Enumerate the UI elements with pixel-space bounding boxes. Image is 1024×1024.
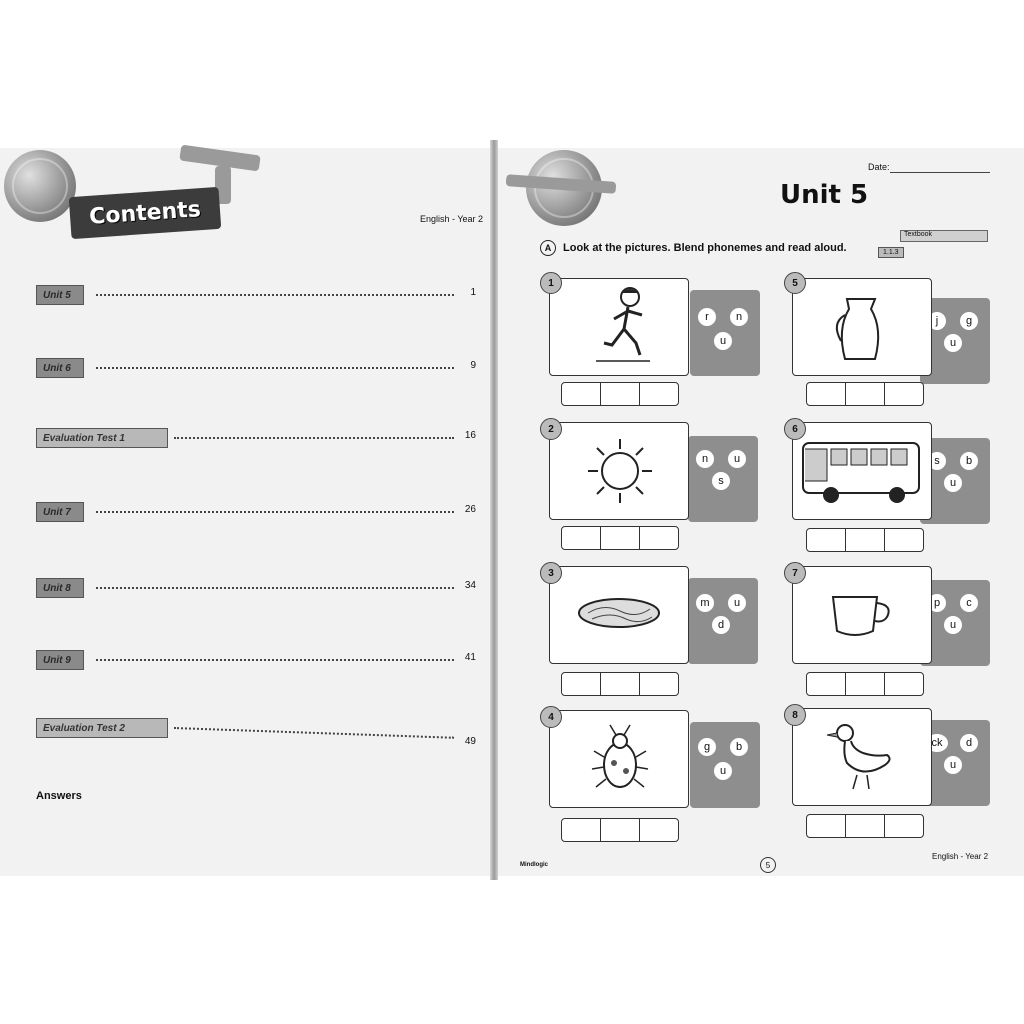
letter-bubble: d [712, 616, 730, 634]
exercise-number: 8 [784, 704, 806, 726]
toc-page-number: 41 [464, 652, 476, 663]
toc-label: Unit 6 [36, 358, 84, 378]
letter-bubble: m [696, 594, 714, 612]
toc-page-number: 49 [464, 736, 476, 747]
letter-bubble: b [960, 452, 978, 470]
toc-label: Unit 8 [36, 578, 84, 598]
answer-boxes[interactable] [561, 382, 679, 406]
picture-card [549, 566, 689, 664]
toc-row[interactable] [36, 428, 476, 448]
letter-bubble: c [960, 594, 978, 612]
globe-icon [4, 150, 76, 222]
toc-row[interactable] [36, 578, 476, 598]
answer-boxes[interactable] [806, 382, 924, 406]
textbook-tag: Textbook [900, 230, 988, 242]
toc-page-number: 34 [464, 580, 476, 591]
letter-bubble: u [714, 332, 732, 350]
letter-bubble: r [698, 308, 716, 326]
toc-leader [96, 294, 454, 296]
letter-bubble: u [944, 474, 962, 492]
letter-bubble: u [728, 594, 746, 612]
audio-track-tag: 1.1.3 [878, 247, 904, 258]
exercise-number: 2 [540, 418, 562, 440]
bug-icon [590, 721, 650, 797]
letter-bubble: b [730, 738, 748, 756]
jug-icon [829, 289, 889, 365]
toc-row[interactable] [36, 502, 476, 522]
toc-leader [96, 587, 454, 589]
picture-card [792, 708, 932, 806]
toc-page-number: 26 [464, 504, 476, 515]
letter-bubble: g [960, 312, 978, 330]
letter-bubble: u [944, 616, 962, 634]
publisher-logo: Mindlogic [520, 862, 548, 868]
letter-bubble: j [928, 312, 946, 330]
letter-panel [688, 436, 758, 522]
letter-panel [690, 722, 760, 808]
header-subject-label: English - Year 2 [420, 214, 484, 224]
letter-bubble: u [714, 762, 732, 780]
mud-icon [574, 593, 664, 633]
letter-bubble: p [928, 594, 946, 612]
toc-page-number: 1 [470, 287, 476, 298]
sun-icon [586, 437, 654, 505]
letter-panel [688, 578, 758, 664]
picture-card [549, 278, 689, 376]
toc-page-number: 9 [470, 360, 476, 371]
exercise-number: 5 [784, 272, 806, 294]
answer-boxes[interactable] [806, 814, 924, 838]
section-letter: A [540, 240, 556, 256]
toc-label: Evaluation Test 2 [36, 718, 168, 738]
toc-row[interactable] [36, 650, 476, 670]
toc-leader [174, 727, 454, 739]
cup-icon [827, 587, 897, 643]
letter-bubble: g [698, 738, 716, 756]
contents-banner: Contents [69, 187, 222, 239]
duck-icon [823, 719, 899, 795]
running-boy-icon [590, 285, 654, 365]
toc-row[interactable] [36, 285, 476, 305]
toc-label: Evaluation Test 1 [36, 428, 168, 448]
exercise-number: 3 [540, 562, 562, 584]
bus-icon [797, 437, 925, 509]
picture-card [792, 278, 932, 376]
letter-bubble: u [944, 334, 962, 352]
picture-card [549, 422, 689, 520]
picture-card [792, 566, 932, 664]
letter-panel [690, 290, 760, 376]
toc-leader [96, 659, 454, 661]
date-label: Date: [868, 162, 890, 172]
letter-bubble: u [944, 756, 962, 774]
book-spine [490, 140, 498, 880]
date-field[interactable] [890, 172, 990, 173]
exercise-number: 6 [784, 418, 806, 440]
letter-bubble: ck [926, 734, 948, 752]
exercise-number: 4 [540, 706, 562, 728]
letter-bubble: u [728, 450, 746, 468]
toc-row[interactable] [36, 358, 476, 378]
toc-leader [174, 437, 454, 439]
answer-boxes[interactable] [561, 672, 679, 696]
letter-bubble: n [730, 308, 748, 326]
unit-title: Unit 5 [780, 180, 869, 210]
picture-card [792, 422, 932, 520]
answer-boxes[interactable] [806, 528, 924, 552]
answer-boxes[interactable] [561, 526, 679, 550]
exercise-number: 1 [540, 272, 562, 294]
letter-bubble: s [928, 452, 946, 470]
footer-subject-label: English - Year 2 [932, 852, 989, 861]
exercise-number: 7 [784, 562, 806, 584]
answer-boxes[interactable] [561, 818, 679, 842]
toc-leader [96, 511, 454, 513]
letter-bubble: d [960, 734, 978, 752]
toc-label: Unit 9 [36, 650, 84, 670]
toc-leader [96, 367, 454, 369]
toc-row[interactable] [36, 718, 476, 747]
picture-card [549, 710, 689, 808]
toc-label: Unit 7 [36, 502, 84, 522]
toc-page-number: 16 [464, 430, 476, 441]
letter-bubble: s [712, 472, 730, 490]
instruction-text: Look at the pictures. Blend phonemes and read aloud. [563, 242, 847, 254]
answer-boxes[interactable] [806, 672, 924, 696]
page-number: 5 [760, 857, 776, 873]
answers-label: Answers [36, 790, 82, 802]
toc-label: Unit 5 [36, 285, 84, 305]
letter-bubble: n [696, 450, 714, 468]
